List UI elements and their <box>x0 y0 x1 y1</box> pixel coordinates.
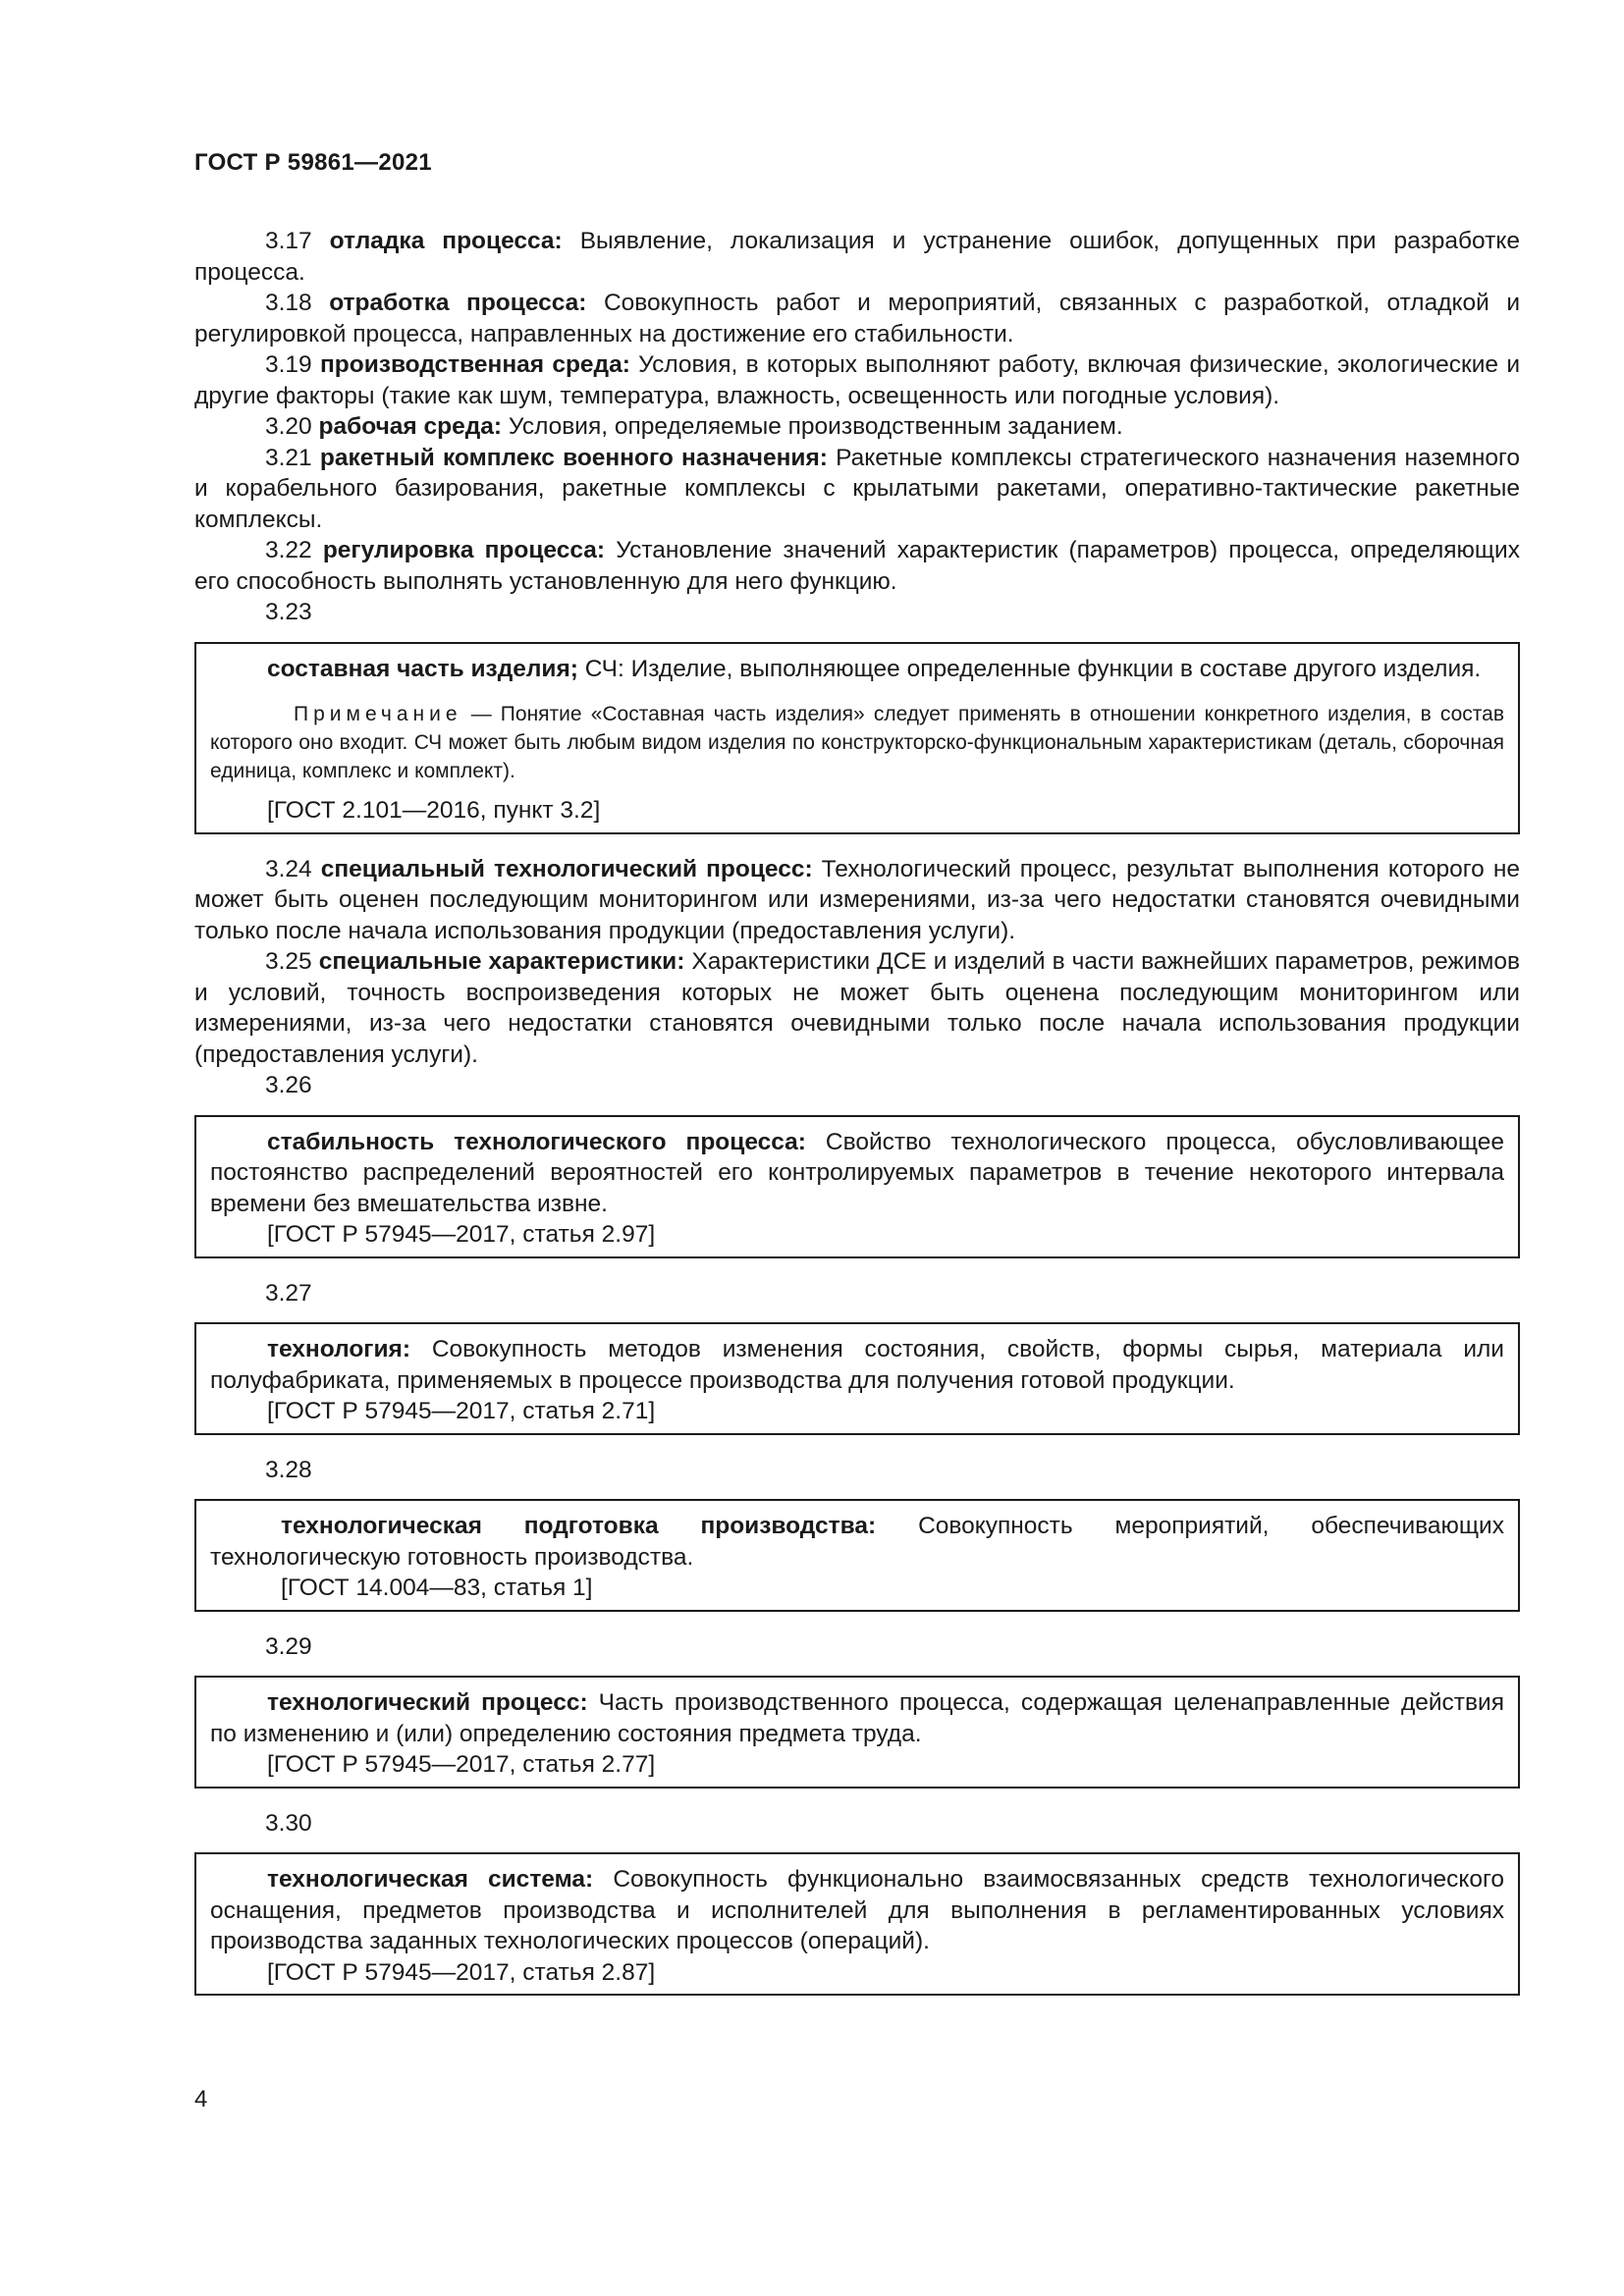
entry-text: Совокупность функционально взаимосвязанных средств технологического оснащения, предметов производства и исполнителей для выполнения в регламентированных условиях производства заданных технологических процессов (операций). <box>210 1866 1504 1954</box>
entry-term: составная часть изделия; <box>267 655 578 682</box>
box-definition <box>210 1864 1504 1957</box>
entry-term: специальный технологический процесс: <box>320 855 813 882</box>
definition-box-3-26 <box>194 1115 1520 1258</box>
box-reference: [ГОСТ Р 57945—2017, статья 2.97] <box>267 1221 656 1248</box>
box-reference: [ГОСТ Р 57945—2017, статья 2.87] <box>267 1958 656 1986</box>
entry-number: 3.17 <box>265 228 312 254</box>
entry-text: Условия, в которых выполняют работу, включая физические, экологические и другие факторы (такие как шум, температура, влажность, освещенность или погодные условия). <box>194 351 1521 409</box>
entry-term: технологический процесс: <box>267 1689 588 1716</box>
entry-term: отладка процесса: <box>329 228 563 254</box>
definition-box-3-29 <box>194 1676 1520 1789</box>
entry-text: Ракетные комплексы стратегического назначения наземного и корабельного базирования, ракетные комплексы с крылатыми ракетами, оперативно-тактические ракетные комплексы. <box>194 444 1521 533</box>
entry-text: Технологический процесс, результат выполнения которого не может быть оценен последующим мониторингом или измерениями, из-за чего недостатки становятся очевидными только после начала использования продукции (предоставления услуги). <box>194 855 1520 944</box>
entry-3-19 <box>194 349 1520 411</box>
entry-number: 3.20 <box>265 413 312 440</box>
entry-number: 3.21 <box>265 444 312 471</box>
entry-number-3-28: 3.28 <box>265 1456 312 1483</box>
entry-number: 3.25 <box>265 948 312 975</box>
box-definition <box>210 1334 1504 1396</box>
entry-term: ракетный комплекс военного назначения: <box>319 444 828 471</box>
entry-text: Совокупность работ и мероприятий, связанных с разработкой, отладкой и регулировкой процесса, направленных на достижение его стабильности. <box>194 290 1521 347</box>
entry-text: Условия, определяемые производственным заданием. <box>508 413 1123 440</box>
entry-3-24 <box>194 854 1520 947</box>
box-note <box>210 700 1504 785</box>
entry-number-3-30: 3.30 <box>265 1809 312 1837</box>
entry-number-3-26: 3.26 <box>265 1072 312 1098</box>
definition-box-3-27 <box>194 1322 1520 1435</box>
entry-term: технологическая система: <box>267 1866 594 1893</box>
entry-3-22 <box>194 535 1520 597</box>
entry-text: Свойство технологического процесса, обусловливающее постоянство распределений вероятностей его контролируемых параметров в течение некоторого интервала времени без вмешательства извне. <box>210 1128 1504 1217</box>
box-definition <box>210 1511 1504 1573</box>
entry-number: 3.18 <box>265 290 312 316</box>
entry-text: Выявление, локализация и устранение ошибок, допущенных при разработке процесса. <box>194 228 1520 286</box>
box-reference: [ГОСТ 14.004—83, статья 1] <box>281 1575 593 1601</box>
entry-term: регулировка процесса: <box>322 537 606 563</box>
entry-term: производственная среда: <box>319 351 630 378</box>
entry-term: специальные характеристики: <box>318 948 685 975</box>
entry-number: 3.19 <box>265 351 312 378</box>
entry-term: отработка процесса: <box>329 290 587 316</box>
entry-number-3-27: 3.27 <box>265 1279 312 1307</box>
box-definition <box>210 1687 1504 1749</box>
entry-number-3-29: 3.29 <box>265 1632 312 1660</box>
entry-text: Часть производственного процесса, содержащая целенаправленные действия по изменению и (или) определению состояния предмета труда. <box>210 1689 1504 1747</box>
box-reference: [ГОСТ 2.101—2016, пункт 3.2] <box>267 797 601 824</box>
entry-3-17 <box>194 226 1520 288</box>
entry-3-20 <box>194 411 1520 443</box>
entry-term: технология: <box>267 1336 411 1362</box>
page-number: 4 <box>194 2086 208 2112</box>
entry-term: рабочая среда: <box>318 413 503 440</box>
entry-text: Установление значений характеристик (параметров) процесса, определяющих его способность выполнять установленную для него функцию. <box>194 537 1520 595</box>
document-header: ГОСТ Р 59861—2021 <box>194 149 432 176</box>
box-reference: [ГОСТ Р 57945—2017, статья 2.77] <box>267 1751 656 1778</box>
entry-number-3-23: 3.23 <box>265 599 312 625</box>
entry-term: стабильность технологического процесса: <box>267 1128 806 1155</box>
entry-term: технологическая подготовка производства: <box>281 1513 877 1539</box>
document-body <box>194 226 1520 2015</box>
definition-box-3-30 <box>194 1852 1520 1996</box>
definition-box-3-28 <box>194 1499 1520 1612</box>
entry-text: СЧ: Изделие, выполняющее определенные функции в составе другого изделия. <box>584 655 1482 682</box>
note-text: — Понятие «Составная часть изделия» следует применять в отношении конкретного изделия, в состав которого оно входит. СЧ может быть любым видом изделия по конструкторско-функциональным характеристикам (деталь, сборочная единица, комплекс и комплект). <box>210 703 1504 782</box>
definition-box-3-23 <box>194 642 1520 834</box>
entry-3-25 <box>194 946 1520 1070</box>
entry-text: Совокупность методов изменения состояния, свойств, формы сырья, материала или полуфабриката, применяемых в процессе производства для получения готовой продукции. <box>210 1336 1504 1394</box>
entry-text: Характеристики ДСЕ и изделий в части важнейших параметров, режимов и условий, точность воспроизведения которых не может быть оценена последующим мониторингом или измерениями, из-за чего недостатки становятся очевидными только после начала использования продукции (предоставления услуги). <box>194 948 1520 1068</box>
box-reference: [ГОСТ Р 57945—2017, статья 2.71] <box>267 1398 656 1424</box>
entry-number: 3.24 <box>265 855 312 882</box>
entry-3-21 <box>194 443 1520 536</box>
entry-number: 3.22 <box>265 537 312 563</box>
entry-3-18 <box>194 288 1520 349</box>
box-definition <box>210 654 1504 685</box>
entry-text: Совокупность мероприятий, обеспечивающих технологическую готовность производства. <box>210 1513 1504 1571</box>
note-label: Примечание <box>294 703 462 725</box>
box-definition <box>210 1127 1504 1220</box>
